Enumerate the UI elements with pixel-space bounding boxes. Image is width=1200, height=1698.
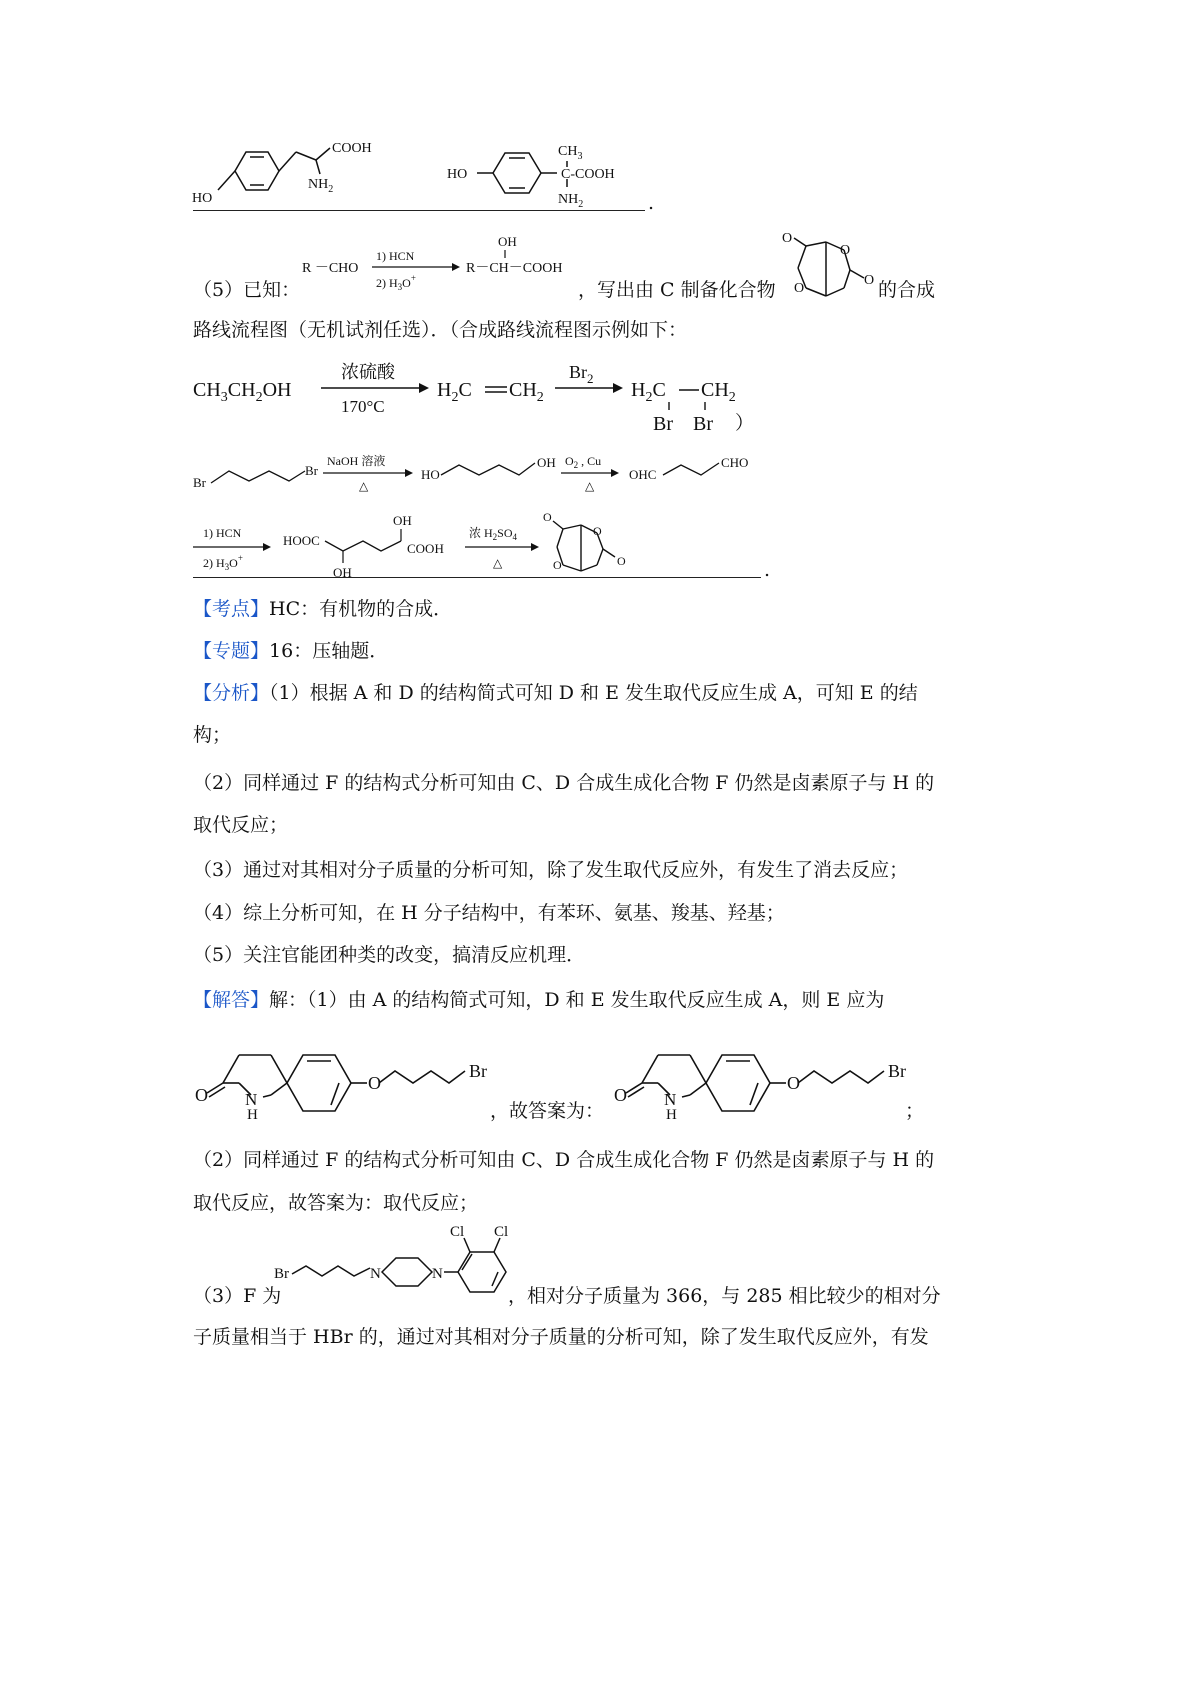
svg-text:OH: OH [498, 234, 517, 249]
fenxi-p5: （5）关注官能团种类的改变，搞清反应机理． [193, 944, 586, 966]
svg-text:O2 , Cu: $O_2$ , Cu [565, 454, 602, 470]
route-step2 [193, 505, 793, 585]
fenxi-tag: 【分析】 [193, 682, 270, 704]
svg-text:H: H [666, 1107, 677, 1123]
zhuanti-line: 【专题】16：压轴题． [193, 640, 389, 662]
svg-text:R －CHO: R －CHO [302, 261, 359, 276]
svg-text:N: N [370, 1266, 381, 1282]
kaodian-tag: 【考点】 [193, 598, 270, 620]
svg-text:HO: HO [421, 467, 440, 482]
svg-text:HOOC: HOOC [283, 533, 320, 548]
jieda-tag: 【解答】 [193, 989, 270, 1011]
svg-text:NH2: $NH_2$ [308, 177, 334, 195]
svg-text:△: △ [493, 556, 503, 570]
svg-text:OH: OH [537, 455, 556, 470]
svg-text:O: O [864, 273, 875, 288]
svg-text:CH3CH2OH: $CH_3CH_2OH$ [193, 379, 292, 405]
svg-text:Br: Br [888, 1061, 906, 1081]
tyrosine-structure [190, 130, 410, 215]
svg-text:浓硫酸: 浓硫酸 [341, 362, 395, 382]
known-reaction [300, 232, 600, 302]
svg-text:OHC: OHC [629, 467, 657, 482]
svg-text:O: O [614, 1085, 627, 1105]
svg-text:COOH: COOH [407, 541, 444, 556]
svg-text:Br: Br [693, 413, 713, 435]
route-underline [193, 577, 761, 578]
svg-text:Br: Br [469, 1061, 487, 1081]
svg-text:△: △ [585, 479, 595, 493]
svg-text:Br: Br [653, 413, 673, 435]
jieda-p3-lead: （3）F 为 [193, 1285, 282, 1307]
svg-text:OH: OH [393, 513, 412, 528]
q5-tail2: 的合成 [878, 279, 936, 301]
fenxi-p4: （4）综上分析可知，在 H 分子结构中，有苯环、氨基、羧基、羟基； [193, 902, 785, 924]
fenxi-p3: （3）通过对其相对分子质量的分析可知，除了发生取代反应外，有发生了消去反应； [193, 859, 909, 881]
svg-text:CH3: $CH_3$ [558, 144, 583, 162]
cooh-label: COOH [332, 141, 372, 156]
svg-text:浓 H2SO4: 浓 $H_2SO_4$ [469, 526, 518, 542]
svg-text:CHO: CHO [721, 455, 749, 470]
svg-text:O: O [195, 1085, 208, 1105]
kaodian-line: 【考点】HC：有机物的合成． [193, 598, 453, 620]
svg-text:CH2: $CH_2$ [509, 379, 544, 405]
jieda-p2a: （2）同样通过 F 的结构式分析可知由 C、D 合成生成化合物 F 仍然是卤素原子与 H 的 [193, 1149, 935, 1171]
svg-text:O: O [787, 1073, 800, 1093]
svg-text:N: N [245, 1090, 258, 1109]
answer-underline [193, 210, 645, 211]
svg-text:Cl: Cl [450, 1224, 465, 1240]
zhuanti-tag: 【专题】 [193, 640, 270, 662]
svg-text:O: O [543, 510, 552, 524]
svg-text:C-COOH: C-COOH [561, 167, 615, 182]
fenxi-p2b: 取代反应； [193, 814, 289, 836]
q5-line2: 路线流程图（无机试剂任选）．（合成路线流程图示例如下： [193, 319, 688, 341]
compound-f-structure [272, 1222, 512, 1312]
svg-text:O: O [782, 231, 793, 246]
svg-text:1) HCN: 1) HCN [376, 249, 415, 263]
svg-text:O: O [368, 1073, 381, 1093]
svg-text:Br: Br [193, 475, 206, 490]
svg-text:O: O [794, 281, 805, 296]
svg-text:O: O [553, 558, 562, 572]
svg-text:Br: Br [305, 463, 318, 478]
svg-text:R－CH－COOH: R－CH－COOH [466, 261, 563, 276]
svg-text:N: N [432, 1266, 443, 1282]
svg-text:HO: HO [447, 167, 468, 182]
fenxi-p1b: 构； [193, 724, 232, 746]
svg-text:N: N [664, 1090, 677, 1109]
svg-text:H2C: $H_2C$ [631, 379, 666, 405]
svg-text:CH2: $CH_2$ [701, 379, 736, 405]
jieda-ans1-mid: ，故答案为： [490, 1100, 605, 1122]
end-mark: . [648, 192, 655, 214]
svg-text:2) H3O+: 2) $H_3O^+$ [203, 553, 243, 572]
q5-tail: ，写出由 C 制备化合物 [578, 279, 776, 301]
jieda-ans1-end: ； [905, 1100, 925, 1122]
svg-text:170°C: 170°C [341, 397, 385, 416]
svg-text:NaOH 溶液: NaOH 溶液 [327, 454, 386, 468]
methyl-tyrosine-structure [445, 135, 645, 215]
fenxi-p1a: 【分析】（1）根据 A 和 D 的结构简式可知 D 和 E 发生取代反应生成 A，可知 E 的结 [193, 682, 918, 704]
svg-text:2) H3O+: 2) $H_3O^+$ [376, 273, 416, 292]
svg-text:1) HCN: 1) HCN [203, 526, 242, 540]
svg-text:Cl: Cl [494, 1224, 509, 1240]
jieda-p3b: 子质量相当于 HBr 的，通过对其相对分子质量的分析可知，除了发生取代反应外，有发 [193, 1326, 929, 1348]
route-step1 [193, 445, 773, 505]
compound-e-structure-2 [612, 1025, 922, 1123]
svg-text:O: O [840, 243, 851, 258]
svg-text:Br: Br [274, 1266, 289, 1282]
svg-text:H: H [247, 1107, 258, 1123]
svg-text:O: O [593, 524, 602, 538]
jieda-p2b: 取代反应，故答案为：取代反应； [193, 1192, 479, 1214]
q5-number: （5）已知： [193, 279, 301, 301]
jieda-p1: 【解答】解：（1）由 A 的结构简式可知，D 和 E 发生取代反应生成 A，则 E 应为 [193, 989, 885, 1011]
svg-text:O: O [617, 554, 626, 568]
svg-text:Br2: $Br_2$ [569, 362, 594, 386]
example-route [193, 350, 753, 440]
jieda-p3-tail: ，相对分子质量为 366，与 285 相比较少的相对分 [508, 1285, 941, 1307]
svg-text:NH2: $NH_2$ [558, 192, 584, 210]
ho-label: HO [192, 191, 213, 206]
target-lactide-structure [778, 228, 878, 308]
svg-text:OH: OH [333, 565, 352, 580]
fenxi-p2a: （2）同样通过 F 的结构式分析可知由 C、D 合成生成化合物 F 仍然是卤素原子与 H 的 [193, 772, 935, 794]
compound-e-structure-1 [193, 1025, 503, 1123]
svg-text:△: △ [359, 479, 369, 493]
svg-text:H2C: $H_2C$ [437, 379, 472, 405]
route-end-mark: . [764, 559, 771, 581]
example-close: ） [735, 412, 755, 434]
